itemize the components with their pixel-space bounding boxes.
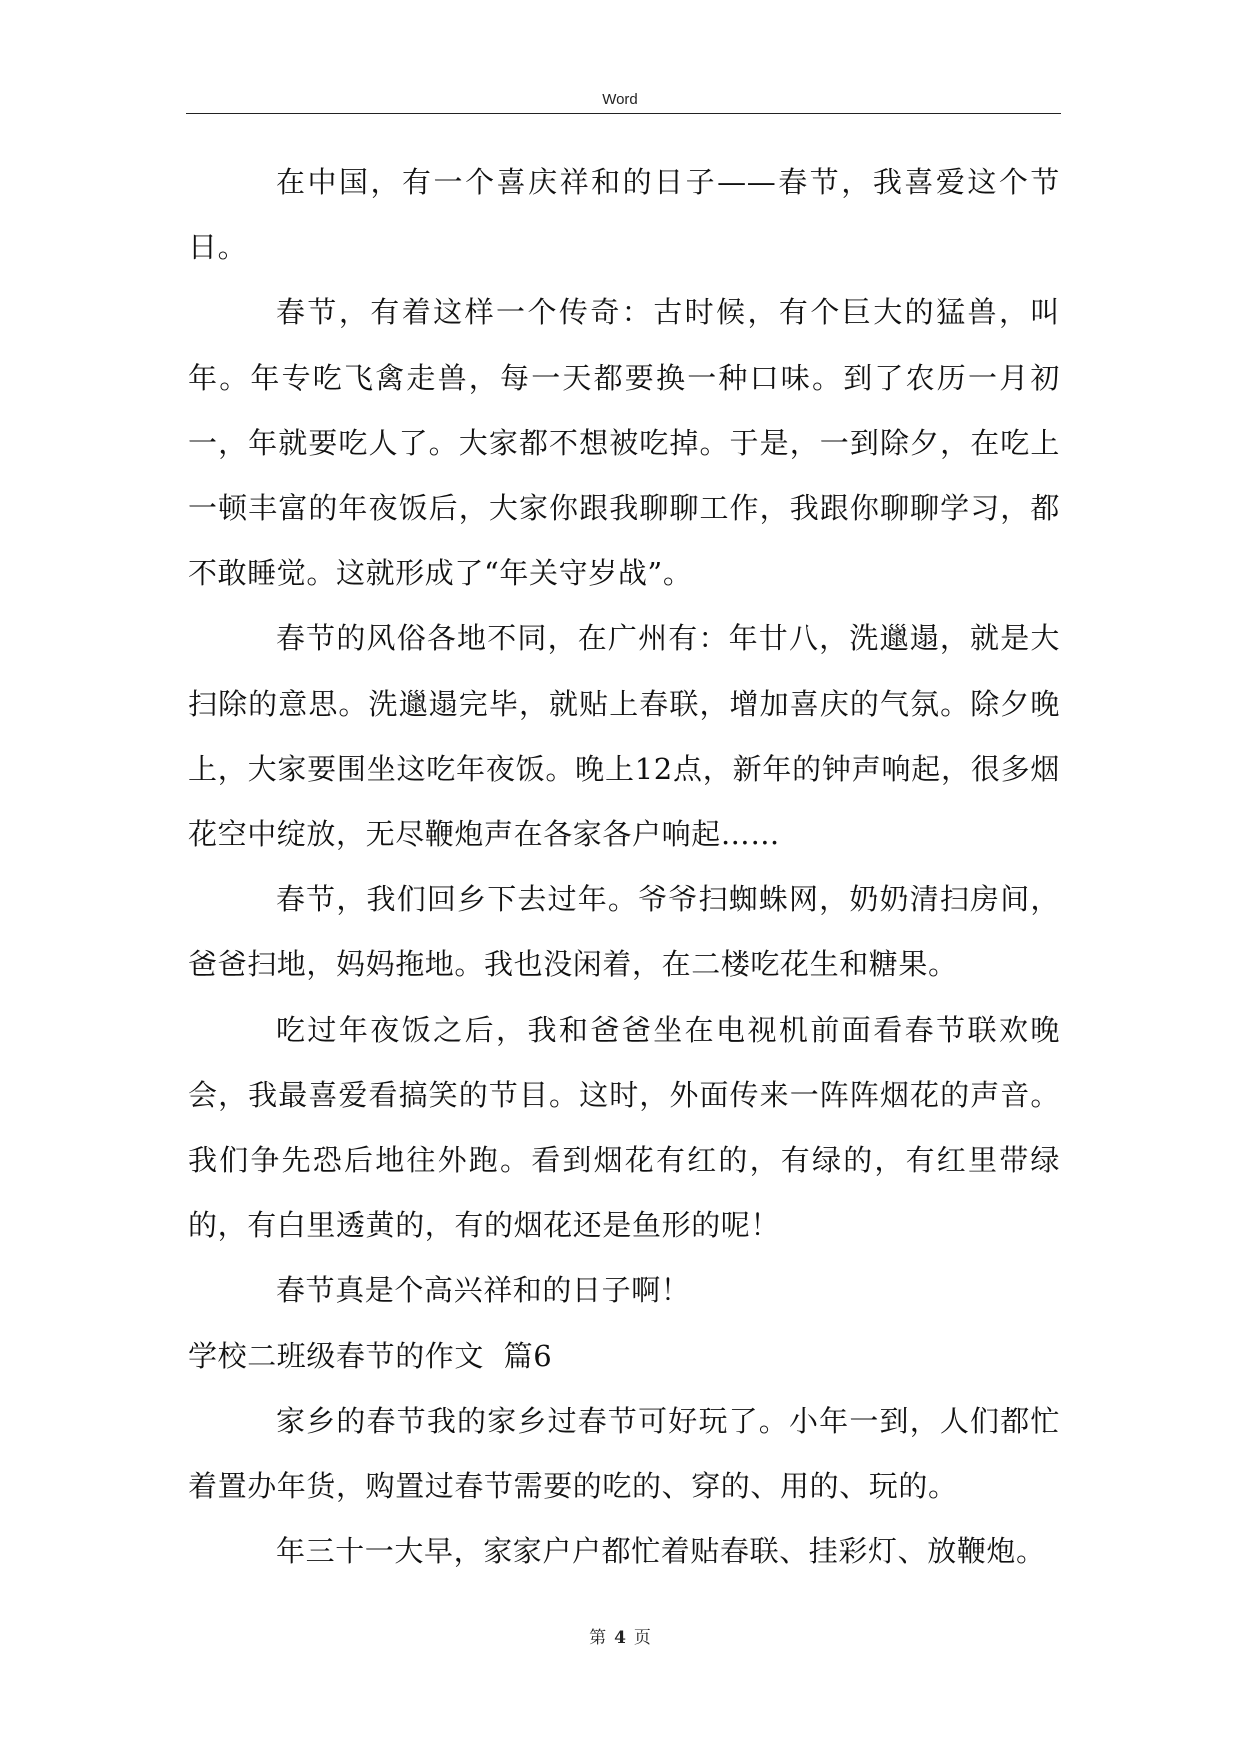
footer-suffix: 页 xyxy=(633,1628,651,1648)
header-divider xyxy=(186,113,1061,114)
paragraph: 吃过年夜饭之后，我和爸爸坐在电视机前面看春节联欢晚会，我最喜爱看搞笑的节目。这时，外面传来一阵阵烟花的声音。我们争先恐后地往外跑。看到烟花有红的，有绿的，有红里带绿的，有白里透黄的，有的烟花还是鱼形的呢！ xyxy=(188,1012,1060,1243)
paragraph: 春节的风俗各地不同，在广州有：年廿八，洗邋遢，就是大扫除的意思。洗邋遢完毕，就贴上春联，增加喜庆的气氛。除夕晚上，大家要围坐这吃年夜饭。晚上12点，新年的钟声响起，很多烟花空中绽放，无尽鞭炮声在各家各户响起…… xyxy=(188,621,1060,852)
page-number: 4 xyxy=(614,1628,626,1648)
paragraph: 春节，有着这样一个传奇：古时候，有个巨大的猛兽，叫年。年专吃飞禽走兽，每一天都要换一种口味。到了农历一月初一，年就要吃人了。大家都不想被吃掉。于是，一到除夕，在吃上一顿丰富的年夜饭后，大家你跟我聊聊工作，我跟你聊聊学习，都不敢睡觉。这就形成了“年关守岁战”。 xyxy=(188,295,1060,591)
page-header-title: Word xyxy=(602,91,638,108)
paragraph: 春节，我们回乡下去过年。爷爷扫蜘蛛网，奶奶清扫房间，爸爸扫地，妈妈拖地。我也没闲着，在二楼吃花生和糖果。 xyxy=(188,882,1060,982)
document-body xyxy=(188,150,1060,1584)
footer-prefix: 第 xyxy=(589,1628,607,1648)
paragraph: 家乡的春节我的家乡过春节可好玩了。小年一到，人们都忙着置办年货，购置过春节需要的吃的、穿的、用的、玩的。 xyxy=(188,1403,1060,1504)
section-heading: 学校二班级春节的作文 篇6 xyxy=(188,1338,553,1373)
page-footer xyxy=(0,1627,1240,1649)
paragraph: 春节真是个高兴祥和的日子啊！ xyxy=(276,1273,691,1308)
paragraph: 年三十一大早，家家户户都忙着贴春联、挂彩灯、放鞭炮。 xyxy=(276,1534,1046,1569)
paragraph: 在中国，有一个喜庆祥和的日子——春节，我喜爱这个节日。 xyxy=(188,165,1060,265)
